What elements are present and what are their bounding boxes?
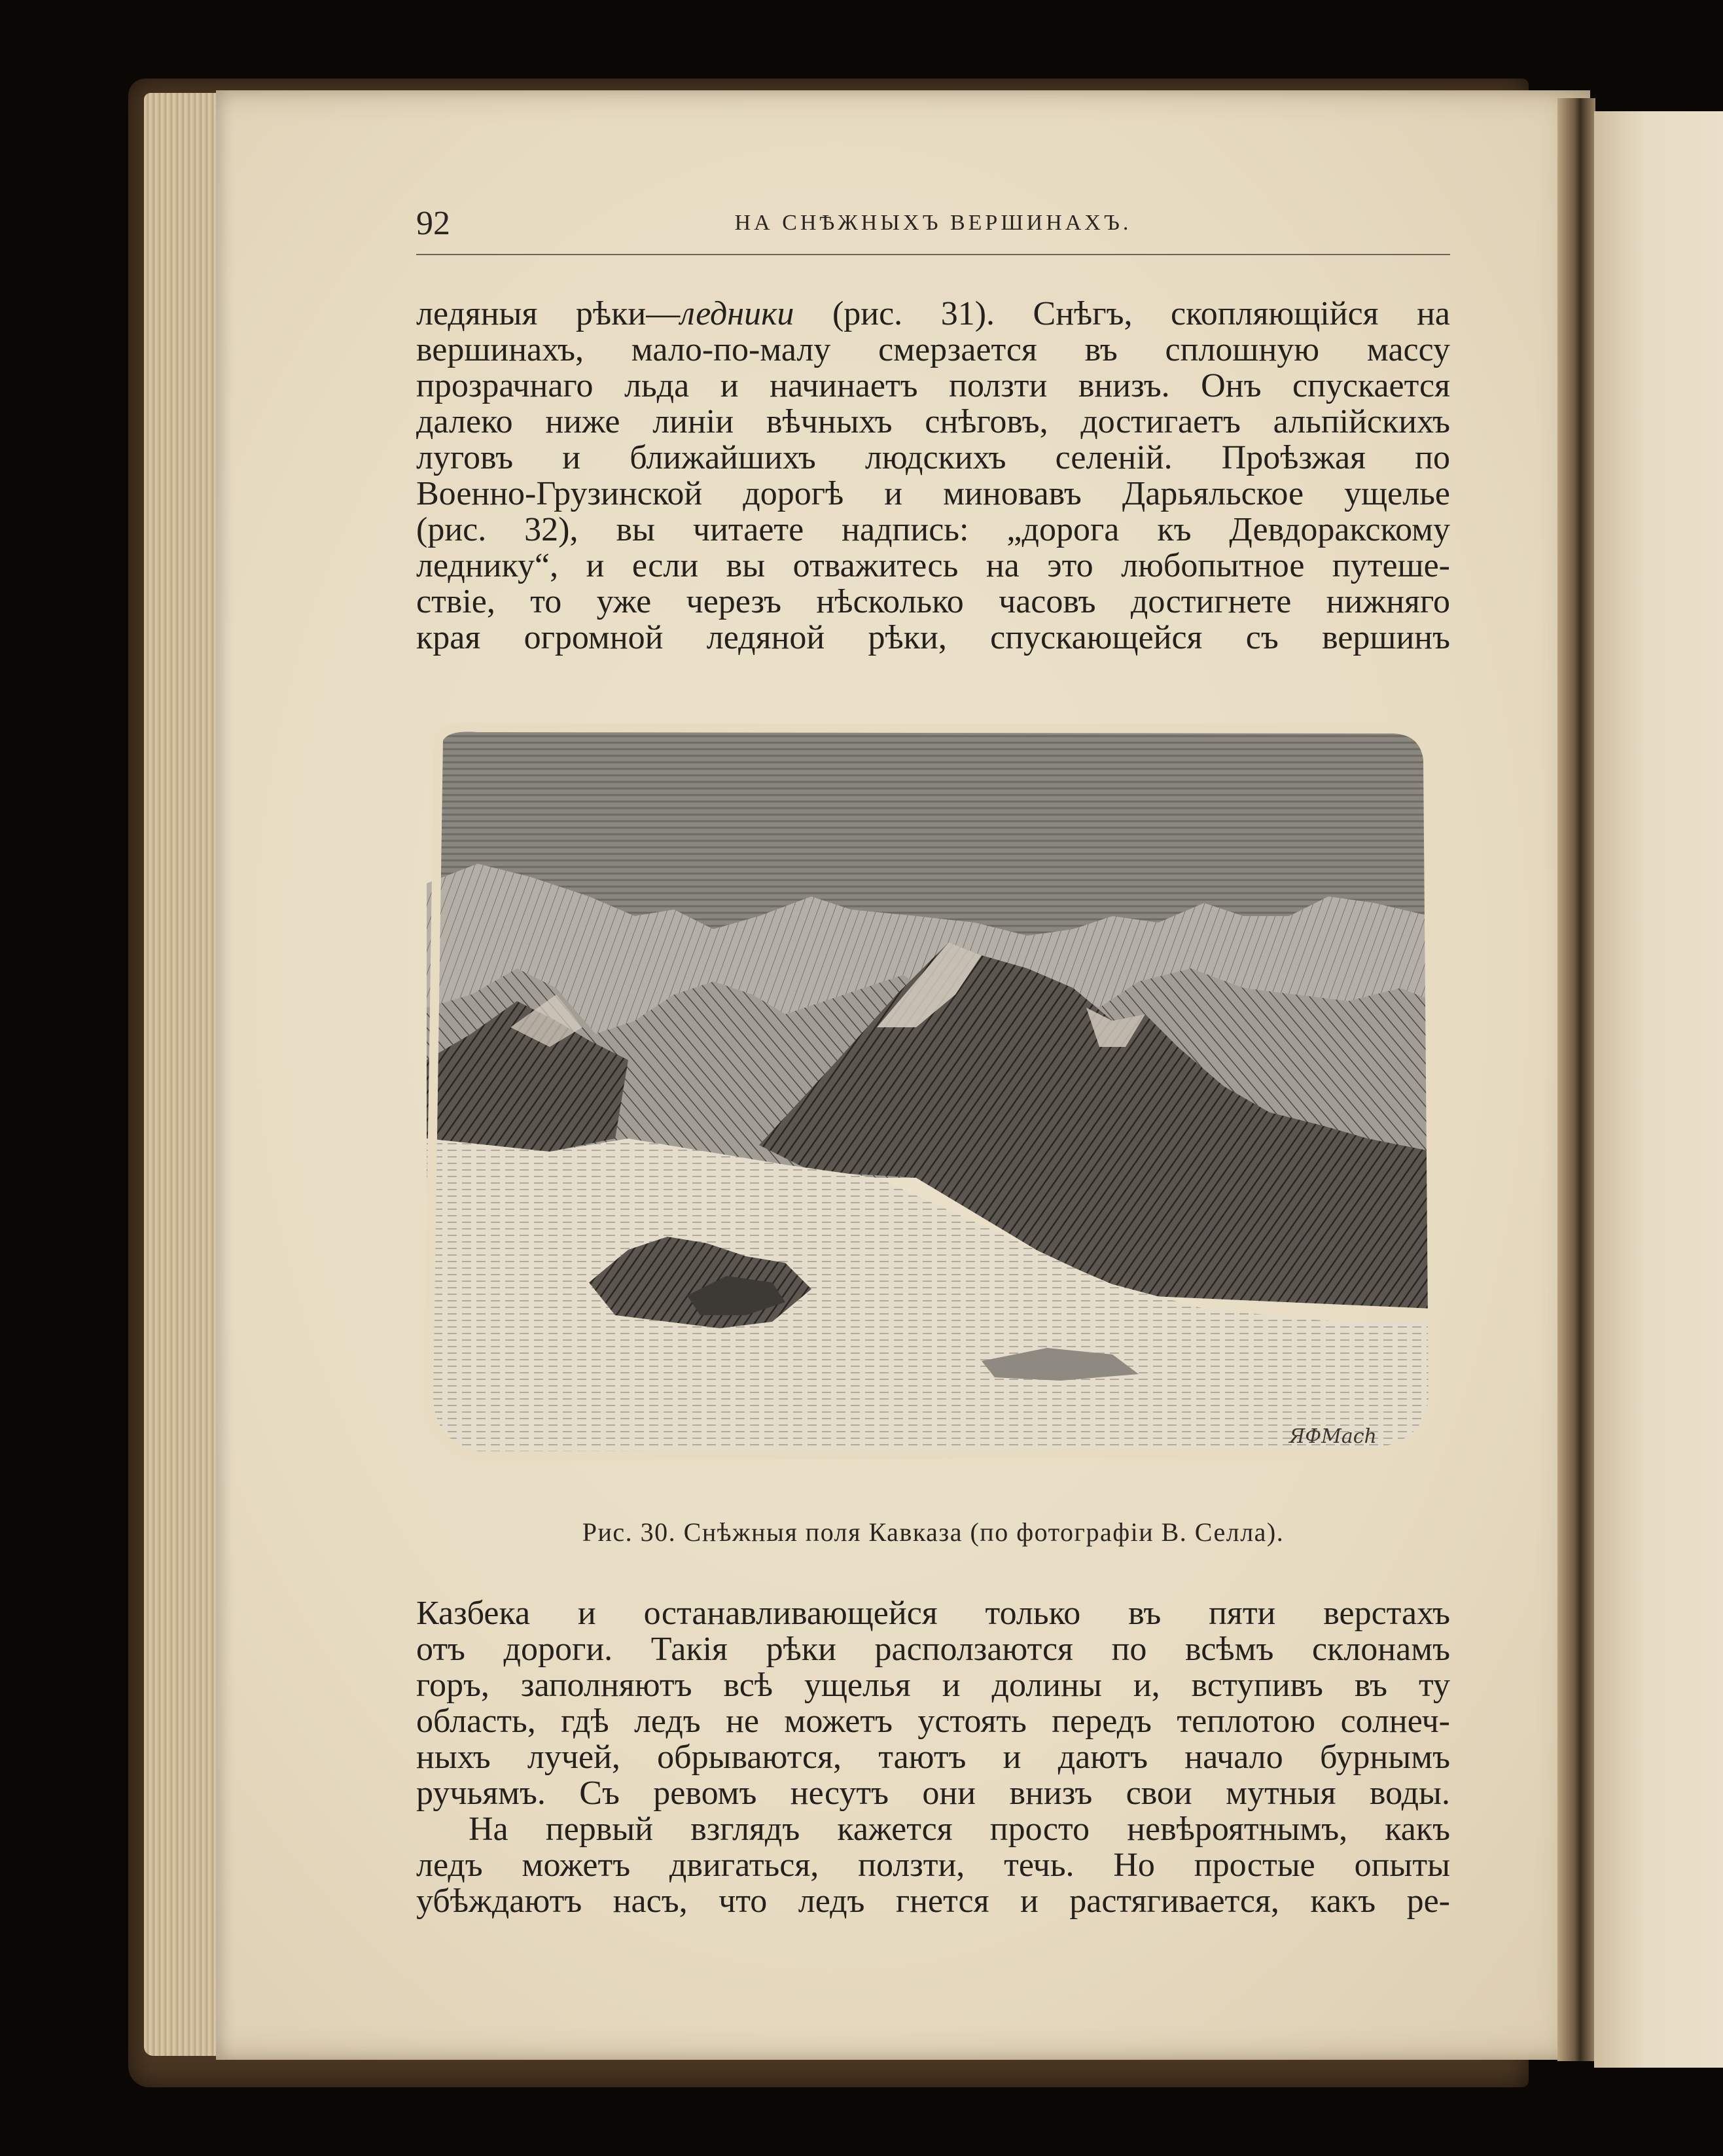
text-line: ствіе, то уже черезъ нѣсколько часовъ достигнете нижняго — [416, 583, 1450, 620]
text-line: края огромной ледяной рѣки, спускающейся съ вершинъ — [416, 619, 1450, 656]
text-line: прозрачнаго льда и начинаетъ ползти внизъ. Онъ спускается — [416, 367, 1450, 404]
text-line: ледъ можетъ двигаться, ползти, течь. Но простые опыты — [416, 1847, 1450, 1884]
paragraph-bottom — [416, 1595, 1450, 1919]
figure-caption: Рис. 30. Снѣжныя поля Кавказа (по фотографіи В. Селла). — [582, 1517, 1285, 1547]
text-line: На первый взглядъ кажется просто невѣроятнымъ, какъ — [469, 1811, 1450, 1848]
text-line: область, гдѣ ледъ не можетъ устоять передъ теплотою солнеч- — [416, 1703, 1450, 1740]
artist-signature: ЯФМасh — [1289, 1425, 1377, 1448]
page-header — [416, 204, 1450, 256]
book-gutter — [1557, 98, 1595, 2061]
page-number: 92 — [416, 205, 450, 242]
text-span: ледяныя рѣки— — [416, 295, 681, 332]
emphasis-term: ледники — [680, 295, 794, 332]
text-line: леднику“, и если вы отважитесь на это любопытное путеше- — [416, 547, 1450, 584]
text-line: ручьямъ. Съ ревомъ несутъ они внизъ свои мутныя воды. — [416, 1775, 1450, 1812]
facing-page-edge — [1594, 111, 1723, 2068]
text-line: Военно-Грузинской дорогѣ и миновавъ Дарьяльское ущелье — [416, 475, 1450, 512]
text-span: (рис. 31). Снѣгъ, скопляющійся на — [794, 295, 1450, 332]
text-line: луговъ и ближайшихъ людскихъ селеній. Проѣзжая по — [416, 439, 1450, 476]
running-head: НА СНѢЖНЫХЪ ВЕРШИНАХЪ. — [734, 211, 1132, 235]
text-line — [416, 296, 1450, 332]
paragraph-top — [416, 296, 1450, 656]
text-line: вершинахъ, мало-по-малу смерзается въ сплошную массу — [416, 331, 1450, 368]
header-rule — [416, 254, 1450, 255]
text-line: (рис. 32), вы читаете надпись: „дорога къ Девдоракскому — [416, 511, 1450, 548]
text-line: отъ дороги. Такія рѣки расползаются по всѣмъ склонамъ — [416, 1631, 1450, 1668]
text-line: горъ, заполняютъ всѣ ущелья и долины и, вступивъ въ ту — [416, 1667, 1450, 1704]
text-line: далеко ниже линіи вѣчныхъ снѣговъ, достигаетъ альпійскихъ — [416, 403, 1450, 440]
text-line: Казбека и останавливающейся только въ пяти верстахъ — [416, 1595, 1450, 1632]
text-line: ныхъ лучей, обрываются, таютъ и даютъ начало бурнымъ — [416, 1739, 1450, 1776]
mountain-engraving — [419, 720, 1448, 1472]
text-line: убѣждаютъ насъ, что ледъ гнется и растягивается, какъ ре- — [416, 1882, 1450, 1920]
